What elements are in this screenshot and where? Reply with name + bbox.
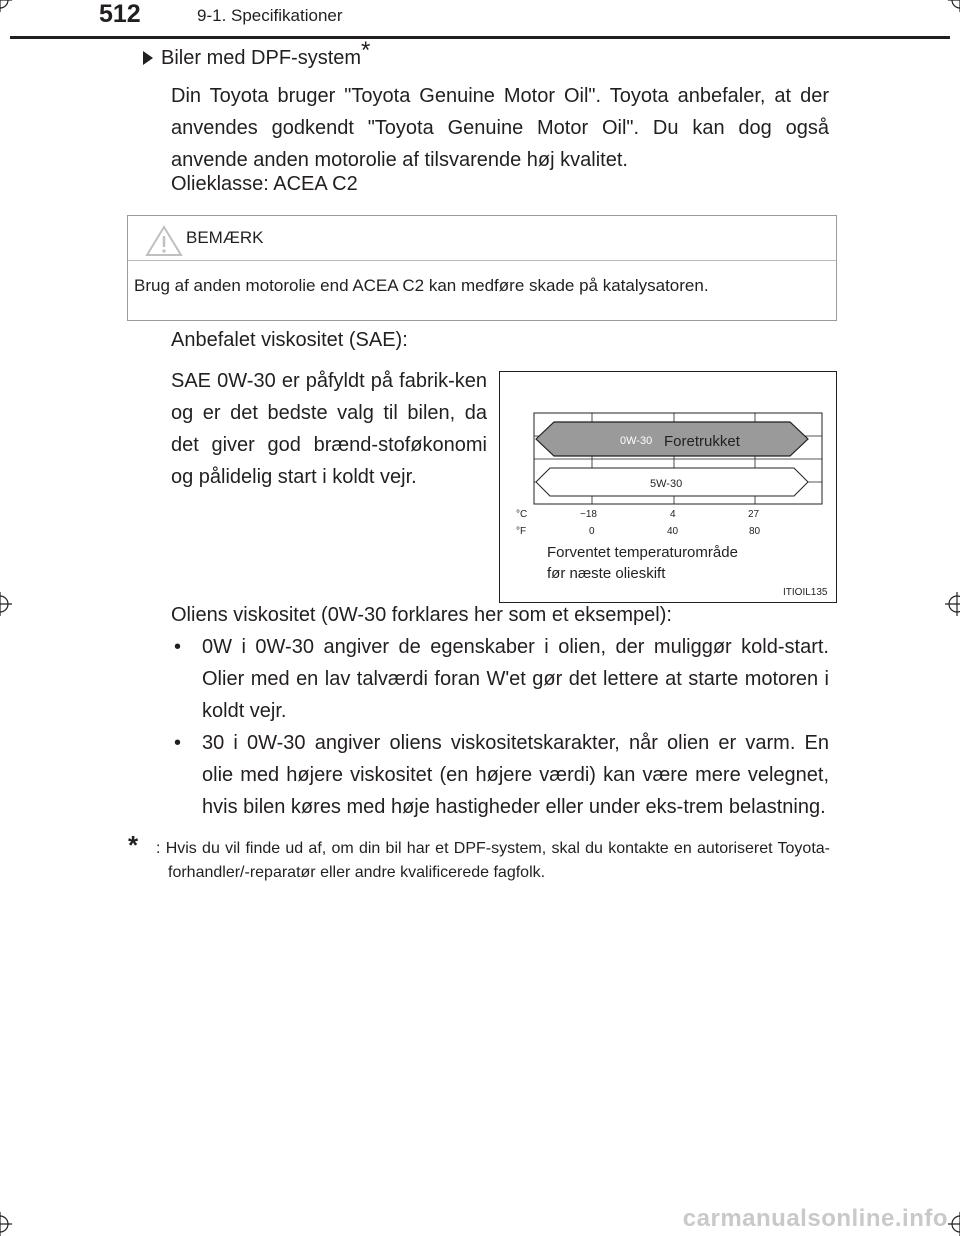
- registration-mark-icon: [0, 1212, 12, 1236]
- fahrenheit-tick: 0: [589, 526, 595, 537]
- celsius-tick: 27: [748, 509, 760, 520]
- figure-code: ITIOIL135: [783, 587, 828, 598]
- warning-icon: [145, 225, 183, 257]
- section-title: 9-1. Specifikationer: [197, 6, 343, 25]
- preferred-grade-label: 0W-30: [620, 435, 653, 447]
- explanation-list: [171, 631, 829, 727]
- unit-fahrenheit: °F: [516, 526, 527, 537]
- registration-mark-icon: [945, 592, 960, 616]
- watermark: carmanualsonline.info: [682, 1205, 948, 1232]
- explanation-intro: Oliens viskositet (0W-30 forklares her som et eksempel):: [171, 604, 672, 626]
- registration-mark-icon: [0, 0, 12, 12]
- fahrenheit-tick: 80: [749, 526, 761, 537]
- viscosity-figure: [499, 371, 837, 603]
- oil-class: Olieklasse: ACEA C2: [171, 173, 358, 195]
- celsius-tick: −18: [580, 509, 597, 520]
- fahrenheit-tick: 40: [667, 526, 679, 537]
- header-rule: [10, 36, 950, 39]
- list-item: [171, 631, 829, 727]
- footnote-marker: *: [128, 830, 139, 860]
- asterisk-marker: *: [361, 37, 371, 65]
- secondary-grade-label: 5W-30: [650, 478, 683, 490]
- unit-celsius: °C: [516, 509, 528, 520]
- list-item: [171, 727, 829, 823]
- page-number: 512: [99, 0, 141, 28]
- celsius-tick: 4: [670, 509, 676, 520]
- footnote-text: : Hvis du vil finde ud af, om din bil har et DPF-system, skal du kontakte en autoriseret Toyota-forhandler/-reparatør eller andre kvalificerede fagfolk.: [156, 840, 830, 881]
- bullet-dot-icon: •: [174, 636, 182, 658]
- notice-text: Brug af anden motorolie end ACEA C2 kan medføre skade på katalysatoren.: [134, 276, 709, 295]
- explanation-list: [171, 727, 829, 823]
- list-item-text: 0W i 0W-30 angiver de egenskaber i olien, der muliggør kold-start. Olier med en lav talværdi foran W'et gør det lettere at starte motoren i koldt vejr.: [202, 636, 829, 722]
- notice-header: [128, 216, 836, 261]
- footnote: [128, 830, 830, 885]
- list-item-text: 30 i 0W-30 angiver oliens viskositetskarakter, når olien er varm. En olie med højere viskositet (en højere værdi) kan være mere velegnet, hvis bilen køres med høje hastigheder eller under eks-trem belastning.: [202, 732, 829, 818]
- figure-caption-line2: før næste olieskift: [547, 565, 666, 582]
- intro-paragraph: Din Toyota bruger "Toyota Genuine Motor Oil". Toyota anbefaler, at der anvendes godkendt "Toyota Genuine Motor Oil". Du kan dog også anvende anden motorolie af tilsvarende høj kvalitet.: [171, 85, 829, 171]
- registration-mark-icon: [948, 1212, 960, 1236]
- notice-label: BEMÆRK: [186, 228, 264, 247]
- viscosity-label: Anbefalet viskositet (SAE):: [171, 329, 408, 351]
- notice-box: [127, 215, 837, 321]
- bullet-heading: [143, 37, 371, 70]
- triangle-bullet-icon: [143, 51, 153, 65]
- registration-mark-icon: [948, 0, 960, 12]
- figure-caption-line1: Forventet temperaturområde: [547, 544, 738, 561]
- preferred-label: Foretrukket: [664, 433, 740, 450]
- viscosity-text: SAE 0W-30 er påfyldt på fabrik-ken og er det bedste valg til bilen, da det giver god brænd-stoføkonomi og pålidelig start i koldt vejr.: [171, 370, 487, 488]
- bullet-dot-icon: •: [174, 732, 182, 754]
- bullet-heading-text: Biler med DPF-system: [161, 47, 362, 69]
- registration-mark-icon: [0, 592, 12, 616]
